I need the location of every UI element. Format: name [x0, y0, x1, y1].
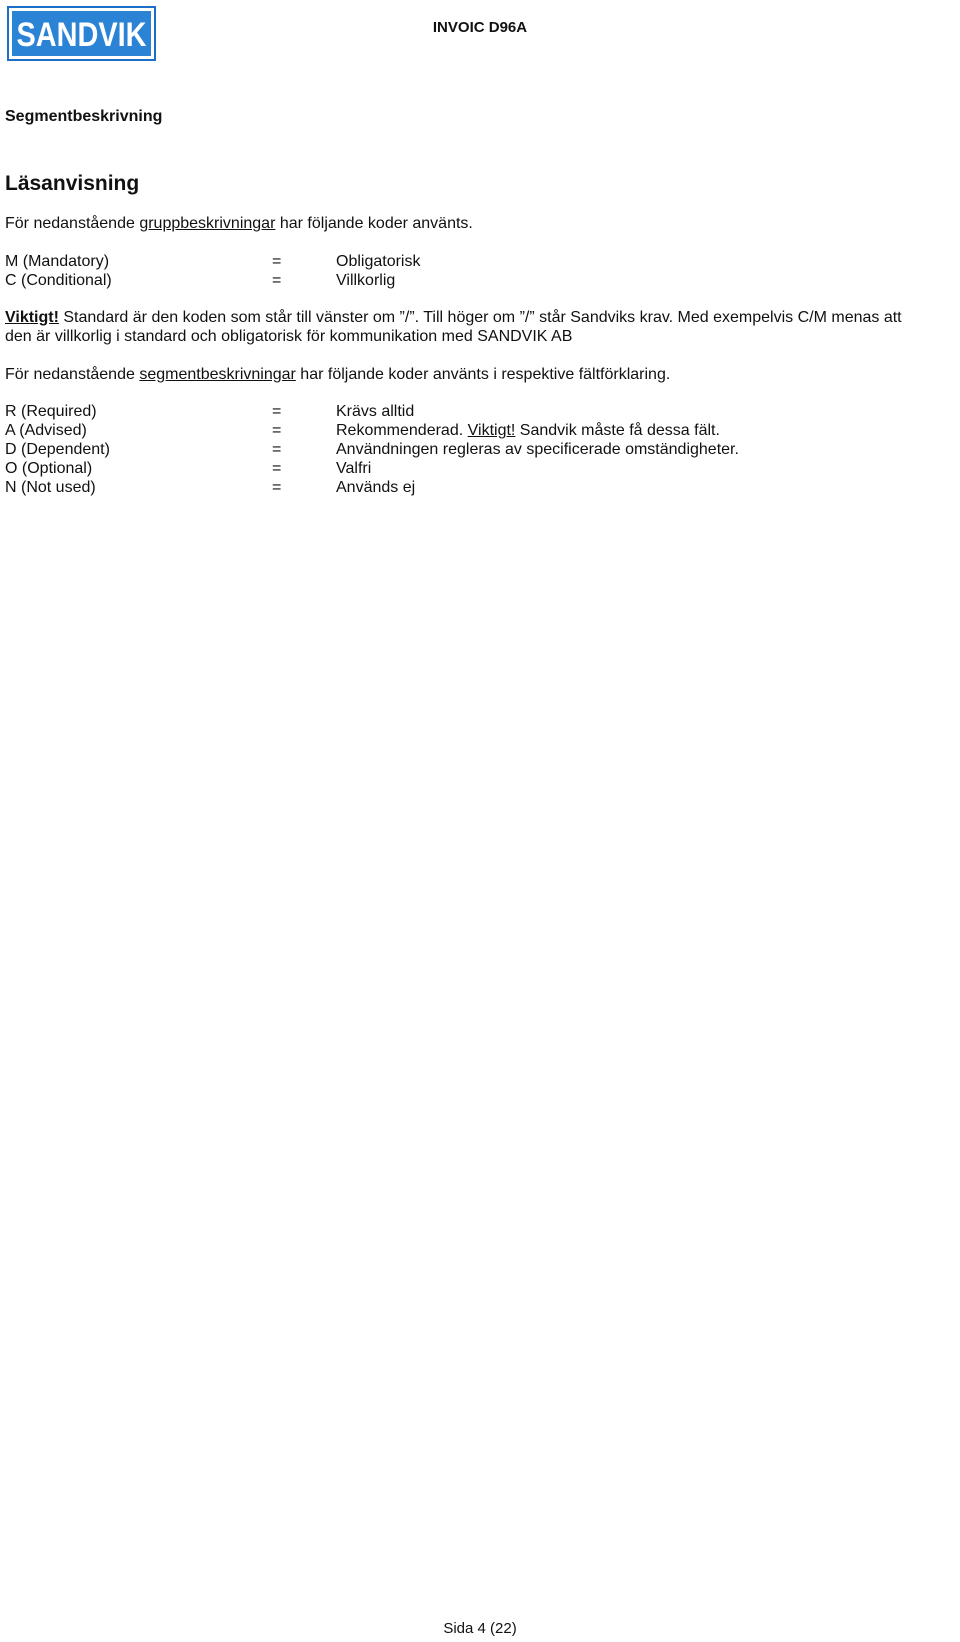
code-meaning: Användningen regleras av specificerade omständigheter. [336, 441, 739, 458]
equals-sign: = [272, 422, 282, 439]
segment-intro-prefix: För nedanstående [5, 366, 140, 383]
code-meaning: Krävs alltid [336, 403, 415, 420]
note-line-1 [5, 309, 902, 327]
group-intro-link: gruppbeskrivningar [139, 215, 276, 232]
code-meaning: Används ej [336, 479, 416, 496]
segment-intro-link: segmentbeskrivningar [139, 366, 296, 383]
segment-intro-suffix: har följande koder använts i respektive fältförklaring. [295, 366, 671, 383]
code-label: D (Dependent) [5, 441, 110, 458]
code-meaning: Valfri [336, 460, 372, 477]
equals-sign: = [272, 460, 282, 477]
equals-sign: = [272, 253, 282, 270]
note-text-1: Standard är den koden som står till vänster om ”/”. Till höger om ”/” står Sandviks krav. Med exempelvis C/M menas att [58, 309, 902, 326]
page-number: Sida 4 (22) [443, 1620, 517, 1637]
sandvik-logo [7, 6, 156, 61]
meaning-text: Rekommenderad. [336, 422, 468, 439]
document-title: INVOIC D96A [432, 19, 528, 36]
code-label: M (Mandatory) [5, 253, 110, 270]
meaning-suffix: Sandvik måste få dessa fält. [515, 422, 720, 439]
equals-sign: = [272, 272, 282, 289]
group-intro-line [5, 215, 473, 233]
group-intro-suffix: har följande koder använts. [275, 215, 473, 232]
code-meaning: Villkorlig [336, 272, 396, 289]
code-label: N (Not used) [5, 479, 96, 496]
segment-intro-line [5, 366, 670, 384]
equals-sign: = [272, 479, 282, 496]
meaning-important-link: Viktigt! [467, 422, 516, 439]
code-label: R (Required) [5, 403, 97, 420]
code-label: A (Advised) [5, 422, 87, 439]
code-label: O (Optional) [5, 460, 93, 477]
section-title: Segmentbeskrivning [5, 108, 163, 125]
code-meaning: Obligatorisk [336, 253, 421, 270]
code-meaning [336, 422, 720, 440]
equals-sign: = [272, 441, 282, 458]
group-intro-prefix: För nedanstående [5, 215, 140, 232]
equals-sign: = [272, 403, 282, 420]
note-line-2: den är villkorlig i standard och obligatorisk för kommunikation med SANDVIK AB [5, 328, 573, 345]
logo-text: SANDVIK [16, 16, 147, 54]
page-heading: Läsanvisning [5, 172, 140, 195]
note-label: Viktigt! [5, 309, 59, 326]
code-label: C (Conditional) [5, 272, 112, 289]
logo-wordmark [13, 13, 150, 54]
